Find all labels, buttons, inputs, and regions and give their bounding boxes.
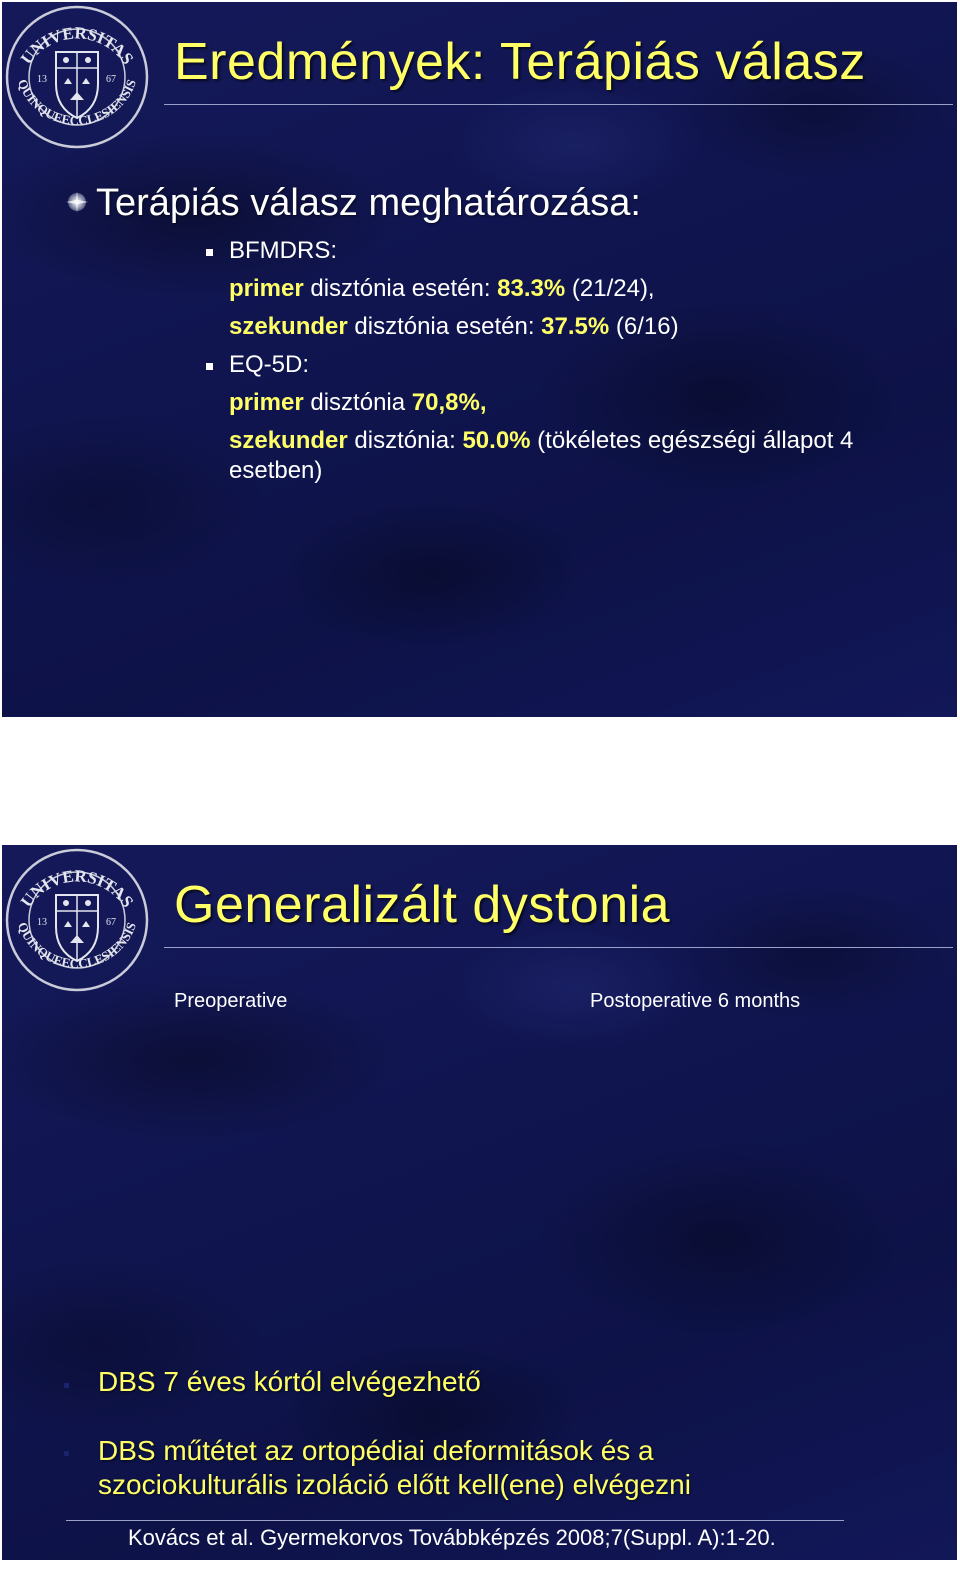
eq5d-label: EQ-5D: — [229, 351, 310, 378]
seal-right-number: 67 — [106, 917, 116, 928]
term-szekunder: szekunder — [229, 427, 348, 454]
starburst-bullet-icon — [66, 191, 88, 213]
seal-top-text: UNIVERSITAS — [16, 23, 138, 68]
citation-footer: Kovács et al. Gyermekorvos Továbbképzés 2008;7(Suppl. A):1-20. — [128, 1525, 776, 1550]
title-divider — [164, 947, 953, 948]
slide-title: Eredmények: Terápiás válasz — [174, 33, 866, 91]
term-primer: primer — [229, 275, 304, 302]
seal-bottom-text: QUINQUEECCLESIENSIS — [14, 920, 140, 972]
dbs-timing-line-2: szociokulturális izoláció előtt kell(ene) elvégezni — [98, 1469, 691, 1500]
eq5d-secondary-line — [202, 422, 922, 486]
bfmdrs-primary-line — [202, 270, 922, 308]
line-text: disztónia: — [347, 427, 463, 454]
pct-value: 70,8%, — [411, 389, 487, 416]
bullet-dot-icon — [64, 1383, 69, 1388]
main-bullet-text: Terápiás válasz meghatározása: — [96, 182, 641, 224]
seal-right-number: 67 — [106, 74, 116, 85]
response-list — [202, 232, 922, 486]
pct-value: 37.5% — [541, 313, 610, 340]
seal-bottom-text: QUINQUEECCLESIENSIS — [14, 77, 140, 129]
eq5d-item — [202, 346, 922, 384]
pct-value: 50.0% — [462, 427, 531, 454]
term-primer: primer — [229, 389, 304, 416]
preoperative-label: Preoperative — [174, 990, 288, 1012]
pct-value: 83.3% — [497, 275, 566, 302]
footer-divider — [66, 1520, 844, 1521]
seal-left-number: 13 — [37, 74, 47, 85]
bullet-dot-icon — [64, 1451, 69, 1456]
line-text: disztónia esetén: — [303, 275, 498, 302]
square-bullet-icon — [206, 249, 213, 256]
seal-left-number: 13 — [37, 917, 47, 928]
main-bullet — [66, 182, 641, 225]
square-bullet-icon — [206, 363, 213, 370]
bfmdrs-item — [202, 232, 922, 270]
slide-title: Generalizált dystonia — [174, 876, 671, 934]
title-divider — [164, 104, 953, 105]
dbs-timing-line-1: DBS műtétet az ortopédiai deformitások és a — [98, 1435, 654, 1466]
dbs-timing-bullet — [98, 1434, 691, 1502]
bfmdrs-label: BFMDRS: — [229, 237, 337, 264]
line-text: disztónia esetén: — [347, 313, 542, 340]
dbs-age-bullet: DBS 7 éves kórtól elvégezhető — [98, 1366, 481, 1397]
eq5d-primary-line — [202, 384, 922, 422]
slide-generalized-dystonia — [2, 845, 957, 1560]
university-seal-icon — [4, 4, 150, 150]
bfmdrs-secondary-line — [202, 308, 922, 346]
count-value: (21/24), — [565, 275, 655, 302]
postoperative-label: Postoperative 6 months — [590, 990, 801, 1012]
seal-top-text: UNIVERSITAS — [16, 866, 138, 911]
university-seal-icon — [4, 847, 150, 993]
term-szekunder: szekunder — [229, 313, 348, 340]
line-text: disztónia — [303, 389, 412, 416]
count-value: (6/16) — [609, 313, 679, 340]
slide-therapeutic-response — [2, 2, 957, 717]
note-text: (tökéletes egészségi állapot 4 esetben) — [229, 427, 854, 484]
